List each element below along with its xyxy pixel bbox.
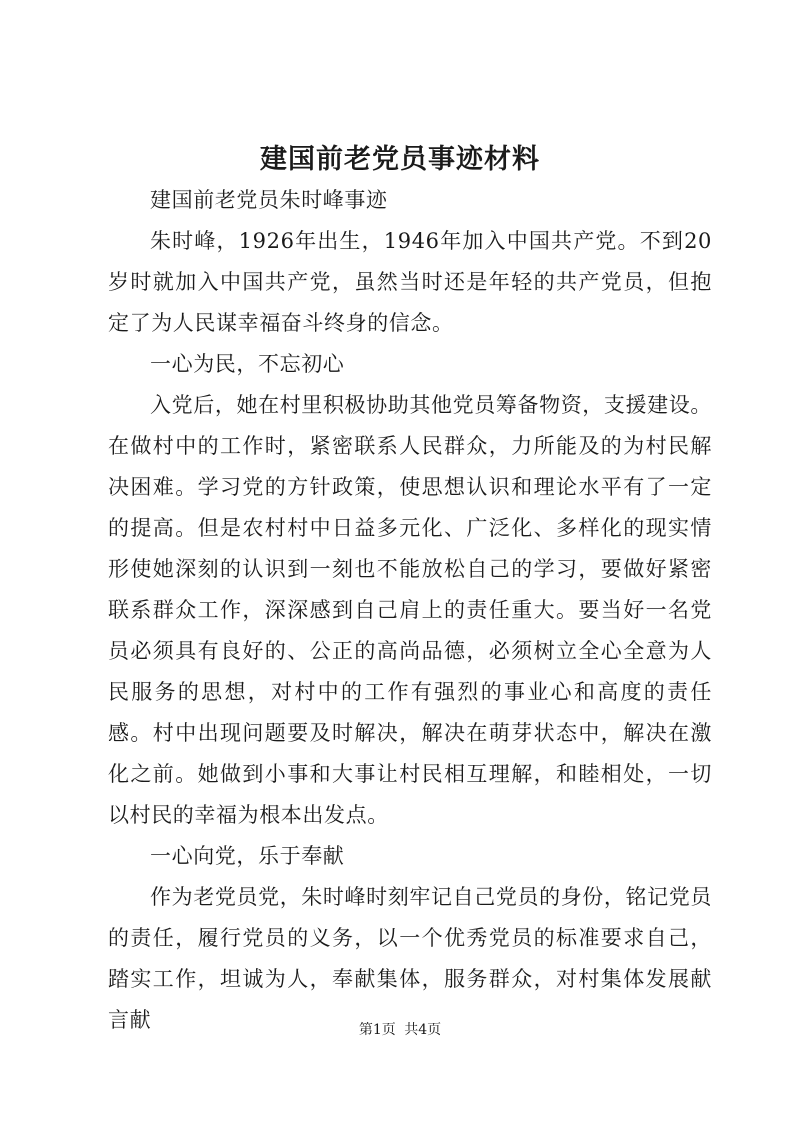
paragraph-biography: 朱时峰，1926年出生，1946年加入中国共产党。不到20岁时就加入中国共产党，虽然当时还是年轻的共产党员，但抱定了为人民谋幸福奋斗终身的信念。 (108, 229, 712, 335)
page-total: 共4页 (404, 1022, 442, 1038)
paragraph-serve-people: 入党后，她在村里积极协助其他党员筹备物资，支援建设。在做村中的工作时，紧密联系人民群众，力所能及的为村民解决困难。学习党的方针政策，使思想认识和理论水平有了一定的提高。但是农村村中日益多元化、广泛化、多样化的现实情形使她深刻的认识到一刻也不能放松自己的学习，要做好紧密联系群众工作，深深感到自己肩上的责任重大。要当好一名党员必须具有良好的、公正的高尚品德，必须树立全心全意为人民服务的思想，对村中的工作有强烈的事业心和高度的责任感。村中出现问题要及时解决，解决在萌芽状态中，解决在激化之前。她做到小事和大事让村民相互理解，和睦相处，一切以村民的幸福为根本出发点。 (108, 393, 712, 827)
section-heading-intro: 建国前老党员朱时峰事迹 (150, 188, 388, 212)
document-body (108, 180, 712, 1041)
section-heading-serve-people: 一心为民，不忘初心 (150, 352, 345, 376)
page-footer (0, 1020, 800, 1040)
page-number: 第1页 (358, 1022, 396, 1038)
document-title: 建国前老党员事迹材料 (260, 144, 540, 175)
paragraph-devotion: 作为老党员党，朱时峰时刻牢记自己党员的身份，铭记党员的责任，履行党员的义务，以一个优秀党员的标准要求自己，踏实工作，坦诚为人，奉献集体，服务群众，对村集体发展献言献 (108, 885, 712, 1032)
section-heading-devotion: 一心向党，乐于奉献 (150, 844, 345, 868)
